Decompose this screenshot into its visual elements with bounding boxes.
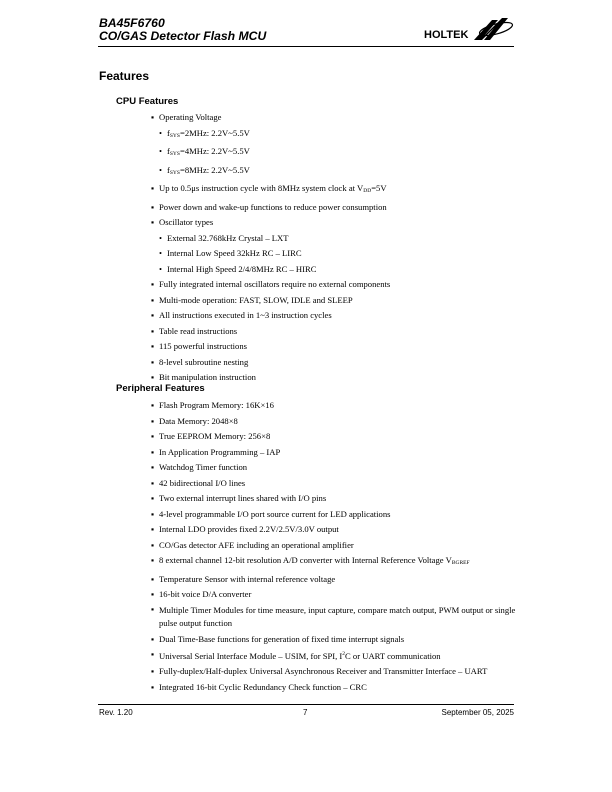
list-item: ▪ Up to 0.5μs instruction cycle with 8MHz system clock at $V_{DD}=5V$ [151, 183, 387, 194]
list-item: ▪ 4-level programmable I/O port source current for LED applications [151, 508, 391, 519]
list-item: ▪ 42 bidirectional I/O lines [151, 477, 246, 488]
list-item: • Internal High Speed 2/4/8MHz RC – HIRC [159, 263, 317, 274]
list-item: • External 32.768kHz Crystal – LXT [159, 232, 289, 243]
cpu-features-list [151, 110, 517, 386]
list-item: ▪ Flash Program Memory: 16K×16 [151, 400, 274, 410]
list-item: ▪ Two external interrupt lines shared with I/O pins [151, 493, 327, 503]
list-item: ▪ Dual Time-Base functions for generation of fixed time interrupt signals [151, 633, 405, 644]
part-number: BA45F6760 [99, 16, 165, 30]
list-item: ▪ Temperature Sensor with internal reference voltage [151, 573, 336, 584]
list-item: ▪ Operating Voltage [151, 112, 222, 122]
revision: Rev. 1.20 [99, 708, 133, 717]
list-item: ▪ Power down and wake-up functions to reduce power consumption [151, 201, 387, 212]
list-item: ▪ In Application Programming – IAP [151, 446, 281, 457]
list-item: ▪ Integrated 16-bit Cyclic Redundancy Check function – CRC [151, 681, 367, 692]
list-item: • $f_{SYS}=8MHz$: 2.2V~5.5V [159, 164, 250, 176]
list-item: ▪ 115 powerful instructions [151, 341, 247, 351]
page-title: Features [99, 69, 150, 83]
cpu-features-heading: CPU Features [116, 96, 179, 107]
list-item: ▪ Oscillator types [151, 217, 214, 227]
holtek-logo [424, 14, 514, 44]
document-subtitle: CO/GAS Detector Flash MCU [99, 29, 267, 43]
list-item: ▪ Table read instructions [151, 325, 238, 336]
document-header [99, 17, 266, 43]
list-item: ▪ Watchdog Timer function [151, 462, 248, 472]
list-item: • $f_{SYS}=4MHz$: 2.2V~5.5V [159, 146, 250, 157]
footer-rule [98, 704, 514, 705]
list-item: ▪ True EEPROM Memory: 256×8 [151, 431, 271, 441]
list-item: ▪ 16-bit voice D/A converter [151, 589, 252, 599]
list-item: ▪ Internal LDO provides fixed 2.2V/2.5V/3.0V output [151, 524, 339, 534]
list-item: ▪ Multi-mode operation: FAST, SLOW, IDLE and SLEEP [151, 294, 353, 305]
list-item: ▪ Universal Serial Interface Module – USIM, for SPI, $I^2C$ or UART communication [151, 649, 441, 661]
peripheral-features-heading: Peripheral Features [116, 383, 205, 394]
list-item: ▪ CO/Gas detector AFE including an operational amplifier [151, 539, 354, 550]
date: September 05, 2025 [441, 708, 514, 717]
list-item: ▪ Bit manipulation instruction [151, 372, 256, 382]
page-number: 7 [303, 708, 308, 717]
peripheral-features-list [151, 398, 517, 695]
list-item: ▪ Fully-duplex/Half-duplex Universal Asynchronous Receiver and Transmitter Interface – UART [151, 666, 488, 677]
list-item: ▪ Multiple Timer Modules for time measure, input capture, compare match output, PWM output or single pulse output function [151, 603, 516, 628]
header-rule [98, 46, 514, 47]
list-item: ▪ Fully integrated internal oscillators require no external components [151, 279, 391, 289]
list-item: • $f_{SYS}=2MHz$: 2.2V~5.5V [159, 127, 250, 139]
list-item: ▪ 8 external channel 12-bit resolution A/D converter with Internal Reference Voltage $V_{BGREF}$ [151, 555, 470, 566]
list-item: ▪ 8-level subroutine nesting [151, 356, 249, 367]
svg-text:HOLTEK: HOLTEK [424, 29, 469, 41]
list-item: ▪ Data Memory: 2048×8 [151, 415, 238, 426]
list-item: • Internal Low Speed 32kHz RC – LIRC [159, 248, 302, 258]
list-item: ▪ All instructions executed in 1~3 instruction cycles [151, 310, 332, 320]
